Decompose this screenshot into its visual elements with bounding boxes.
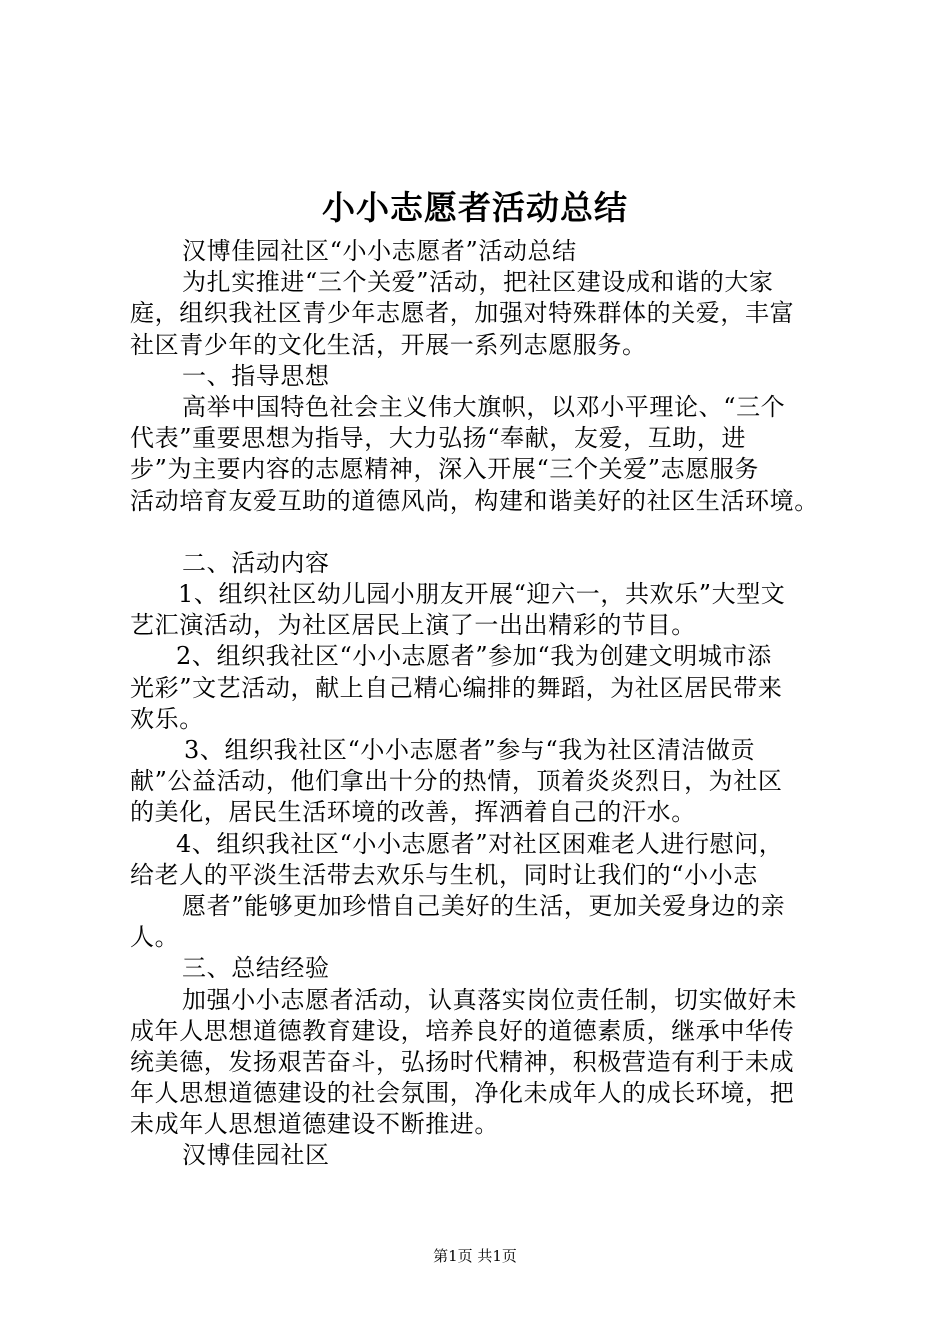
paragraph-line: 的美化，居民生活环境的改善，挥洒着自己的汗水。 bbox=[130, 798, 696, 827]
paragraph-line: 代表”重要思想为指导，大力弘扬“奉献，友爱，互助，进 bbox=[130, 424, 747, 453]
paragraph-line: 2、组织我社区“小小志愿者”参加“我为创建文明城市添 bbox=[176, 642, 772, 671]
paragraph-line: 未成年人思想道德建设不断推进。 bbox=[130, 1110, 499, 1139]
paragraph-line: 活动培育友爱互助的道德风尚，构建和谐美好的社区生活环境。 bbox=[130, 486, 819, 515]
paragraph-line: 献”公益活动，他们拿出十分的热情，顶着炎炎烈日，为社区 bbox=[130, 767, 783, 796]
paragraph-line: 1、组织社区幼儿园小朋友开展“迎六一，共欢乐”大型文 bbox=[178, 580, 786, 609]
paragraph-line: 4、组织我社区“小小志愿者”对社区困难老人进行慰问， bbox=[176, 829, 784, 858]
paragraph-line: 愿者”能够更加珍惜自己美好的生活，更加关爱身边的亲 bbox=[182, 891, 786, 920]
paragraph-line: 庭，组织我社区青少年志愿者，加强对特殊群体的关爱，丰富 bbox=[130, 299, 795, 328]
section-heading: 二、活动内容 bbox=[182, 548, 330, 577]
section-heading: 三、总结经验 bbox=[182, 954, 330, 983]
subtitle-line: 汉博佳园社区“小小志愿者”活动总结 bbox=[182, 237, 577, 265]
blank-line bbox=[130, 517, 850, 548]
paragraph-line: 步”为主要内容的志愿精神，深入开展“三个关爱”志愿服务 bbox=[130, 455, 760, 484]
paragraph-line: 加强小小志愿者活动，认真落实岗位责任制，切实做好未 bbox=[182, 985, 797, 1014]
paragraph-line: 欢乐。 bbox=[130, 704, 204, 733]
page-footer: 第1页 共1页 bbox=[433, 1247, 517, 1265]
paragraph-line: 社区青少年的文化生活，开展一系列志愿服务。 bbox=[130, 330, 647, 359]
paragraph-line: 艺汇演活动，为社区居民上演了一出出精彩的节目。 bbox=[130, 611, 696, 640]
section-heading: 一、指导思想 bbox=[182, 361, 330, 390]
document-body bbox=[130, 236, 850, 1172]
paragraph-line: 成年人思想道德教育建设，培养良好的道德素质，继承中华传 bbox=[130, 1016, 795, 1045]
paragraph-line: 统美德，发扬艰苦奋斗，弘扬时代精神，积极营造有利于未成 bbox=[130, 1047, 795, 1076]
document-title: 小小志愿者活动总结 bbox=[322, 188, 628, 227]
paragraph-line: 3、组织我社区“小小志愿者”参与“我为社区清洁做贡 bbox=[184, 736, 756, 764]
paragraph-line: 年人思想道德建设的社会氛围，净化未成年人的成长环境，把 bbox=[130, 1079, 795, 1108]
paragraph-line: 高举中国特色社会主义伟大旗帜，以邓小平理论、“三个 bbox=[182, 392, 786, 421]
paragraph-line: 光彩”文艺活动，献上自己精心编排的舞蹈，为社区居民带来 bbox=[130, 673, 783, 702]
paragraph-line: 人。 bbox=[130, 923, 180, 952]
signature-line: 汉博佳园社区 bbox=[182, 1141, 330, 1170]
paragraph-line: 为扎实推进“三个关爱”活动，把社区建设成和谐的大家 bbox=[182, 268, 774, 297]
paragraph-line: 给老人的平淡生活带去欢乐与生机，同时让我们的“小小志 bbox=[130, 860, 758, 889]
